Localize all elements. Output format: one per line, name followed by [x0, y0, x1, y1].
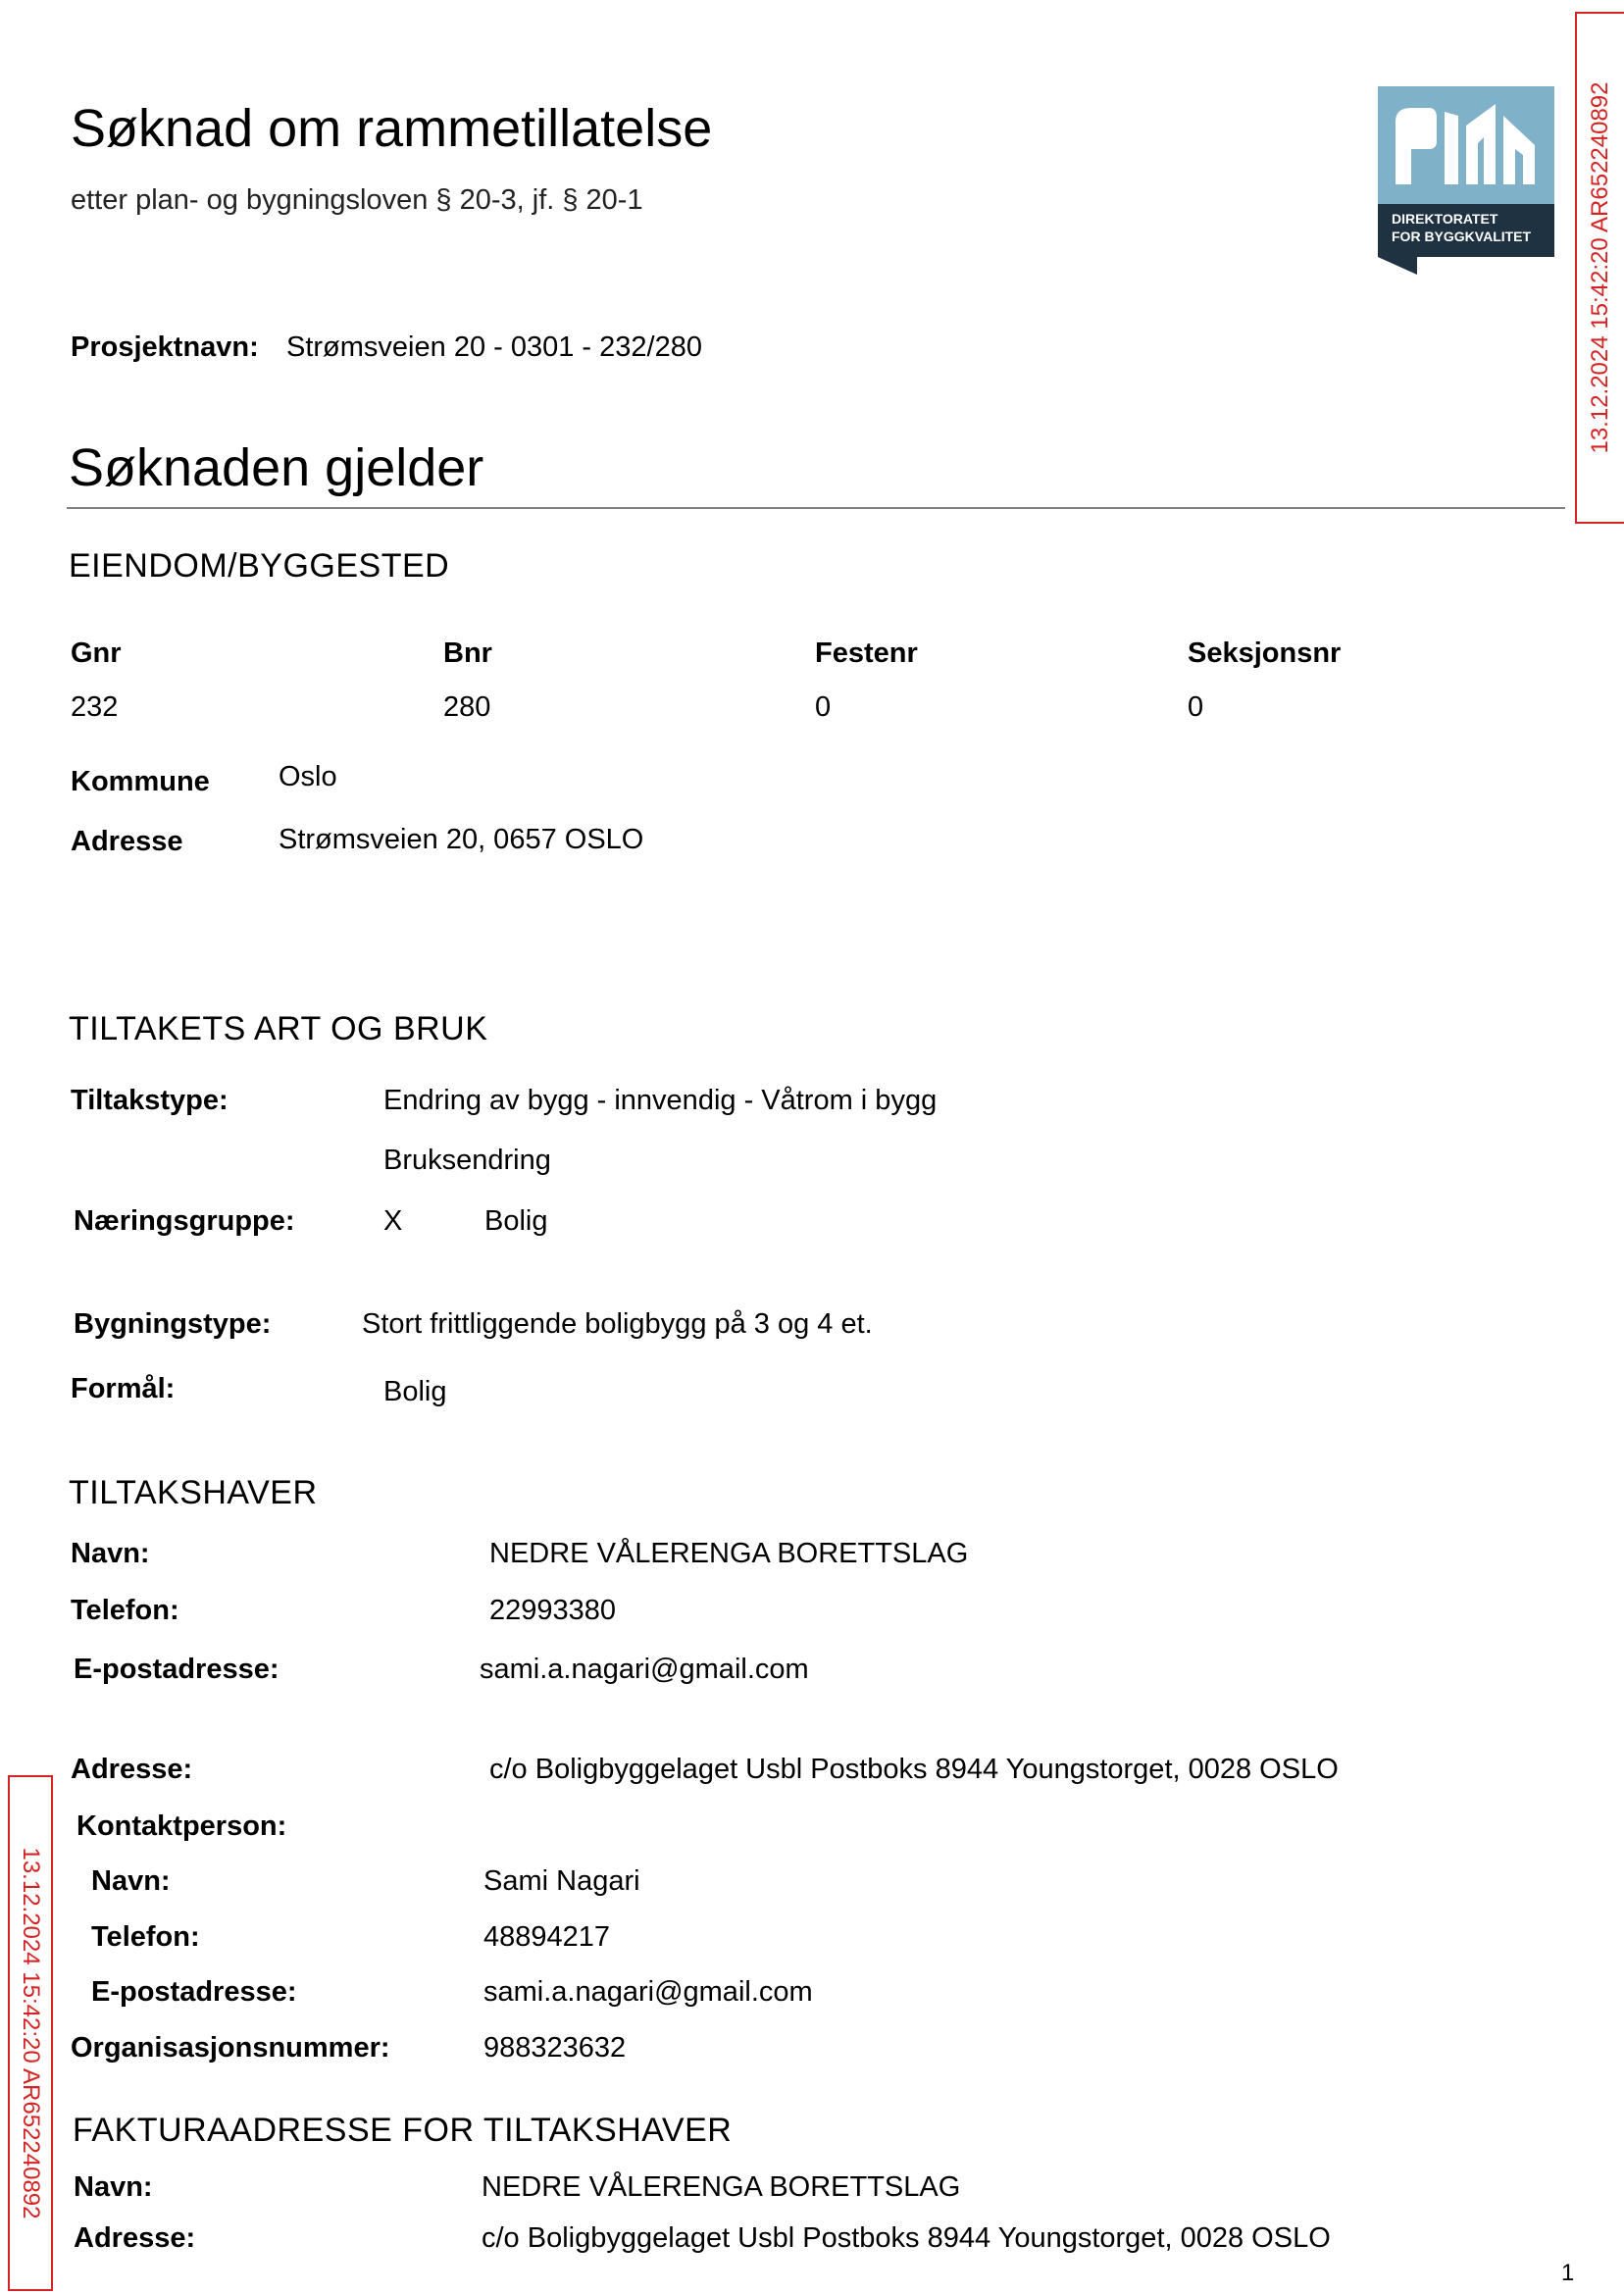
heading-divider — [67, 507, 1565, 509]
kontakt-telefon-label: Telefon: — [91, 1921, 200, 1953]
bygningstype-label: Bygningstype: — [74, 1308, 272, 1340]
kontaktperson-label: Kontaktperson: — [76, 1810, 287, 1842]
seksjonsnr-value: 0 — [1188, 691, 1204, 723]
orgnr-value: 988323632 — [483, 2032, 627, 2064]
kontakt-epost-value: sami.a.nagari@gmail.com — [483, 1976, 813, 2008]
bnr-value: 280 — [443, 691, 491, 723]
bnr-label: Bnr — [443, 637, 492, 669]
naeringsgruppe-label: Næringsgruppe: — [74, 1205, 295, 1237]
bygningstype-value: Stort frittliggende boligbygg på 3 og 4 et. — [362, 1308, 873, 1340]
logo-text-line1: DIREKTORATET — [1392, 211, 1498, 227]
stamp-text: 13.12.2024 15:42:20 AR652240892 — [18, 1847, 44, 2219]
festenr-value: 0 — [815, 691, 832, 723]
logo-text-line2: FOR BYGGKVALITET — [1392, 229, 1532, 244]
faktura-adresse-label: Adresse: — [74, 2222, 196, 2254]
tiltakshaver-navn-value: NEDRE VÅLERENGA BORETTSLAG — [489, 1538, 969, 1569]
section-tiltakshaver: TILTAKSHAVER — [69, 1474, 318, 1511]
tiltakshaver-telefon-value: 22993380 — [489, 1595, 617, 1626]
section-faktura: FAKTURAADRESSE FOR TILTAKSHAVER — [73, 2112, 733, 2149]
adresse-label: Adresse — [71, 826, 183, 857]
tiltakshaver-telefon-label: Telefon: — [71, 1595, 179, 1626]
page-number: 1 — [1561, 2260, 1575, 2286]
formaal-label: Formål: — [71, 1373, 176, 1404]
timestamp-stamp-left — [8, 1775, 53, 2291]
kontakt-telefon-value: 48894217 — [483, 1921, 611, 1953]
tiltakstype-value-2: Bruksendring — [383, 1145, 551, 1176]
faktura-navn-label: Navn: — [74, 2171, 153, 2203]
tiltakshaver-navn-label: Navn: — [71, 1538, 150, 1569]
section-tiltak: TILTAKETS ART OG BRUK — [69, 1010, 488, 1047]
tiltakstype-value-1: Endring av bygg - innvendig - Våtrom i bygg — [383, 1085, 938, 1116]
timestamp-stamp-top — [1575, 12, 1624, 524]
kontakt-navn-label: Navn: — [91, 1865, 171, 1897]
faktura-navn-value: NEDRE VÅLERENGA BORETTSLAG — [482, 2171, 961, 2203]
kommune-value: Oslo — [279, 761, 337, 792]
stamp-text: 13.12.2024 15:42:20 AR652240892 — [1587, 81, 1613, 454]
section-eiendom: EIENDOM/BYGGESTED — [69, 547, 450, 585]
project-value: Strømsveien 20 - 0301 - 232/280 — [286, 331, 702, 363]
document-title: Søknad om rammetillatelse — [71, 99, 713, 158]
kontakt-navn-value: Sami Nagari — [483, 1865, 640, 1897]
document-subtitle: etter plan- og bygningsloven § 20-3, jf. § 20-1 — [71, 184, 643, 216]
adresse-value: Strømsveien 20, 0657 OSLO — [279, 824, 644, 855]
tiltakshaver-epost-value: sami.a.nagari@gmail.com — [480, 1654, 809, 1685]
faktura-adresse-value: c/o Boligbyggelaget Usbl Postboks 8944 Youngstorget, 0028 OSLO — [482, 2222, 1331, 2254]
kontakt-epost-label: E-postadresse: — [91, 1976, 297, 2008]
kommune-label: Kommune — [71, 766, 210, 797]
gnr-label: Gnr — [71, 637, 122, 669]
naeringsgruppe-value: Bolig — [484, 1205, 548, 1237]
naeringsgruppe-code: X — [383, 1205, 403, 1237]
orgnr-label: Organisasjonsnummer: — [71, 2032, 390, 2064]
tiltakshaver-adresse-value: c/o Boligbyggelaget Usbl Postboks 8944 Youngstorget, 0028 OSLO — [489, 1754, 1339, 1785]
tiltakstype-label: Tiltakstype: — [71, 1085, 228, 1116]
tiltakshaver-adresse-label: Adresse: — [71, 1754, 193, 1785]
formaal-value: Bolig — [383, 1376, 447, 1407]
seksjonsnr-label: Seksjonsnr — [1188, 637, 1342, 669]
section-heading-applies: Søknaden gjelder — [69, 438, 484, 497]
dibk-logo — [1378, 86, 1554, 275]
tiltakshaver-epost-label: E-postadresse: — [74, 1654, 279, 1685]
project-label: Prosjektnavn: — [71, 331, 259, 363]
gnr-value: 232 — [71, 691, 119, 723]
festenr-label: Festenr — [815, 637, 918, 669]
